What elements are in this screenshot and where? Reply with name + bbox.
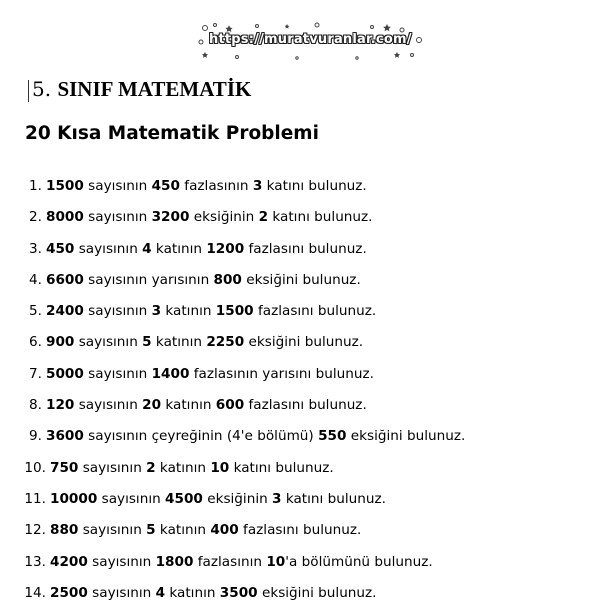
problem-number-value: 400 [210, 522, 239, 539]
problem-text: sayısının çeyreğinin (4'e bölümü) [83, 428, 319, 445]
problem-number: 2. [29, 209, 42, 226]
page-title: 20 Kısa Matematik Problemi [25, 123, 319, 144]
problem-text: katının [155, 459, 211, 476]
problem-text: sayısının [78, 522, 147, 539]
problem-number-value: 3500 [219, 584, 258, 601]
problem-number-value: 2 [258, 209, 269, 226]
problem-number-value: 10000 [50, 490, 98, 507]
problem-text: sayısının [74, 240, 143, 257]
problem-text: katının [155, 522, 211, 539]
problem-number-value: 900 [46, 334, 75, 351]
problem-number-value: 4 [155, 584, 166, 601]
problem-number: 7. [29, 365, 42, 382]
problem-text: katının [151, 334, 207, 351]
problem-text: katını bulunuz. [281, 490, 386, 507]
problem-number-value: 600 [215, 397, 245, 414]
problem-text: sayısının yarısının [83, 271, 214, 288]
problem-number-value: 4 [142, 240, 152, 257]
grade-number: 5. [32, 77, 52, 101]
problem-item [0, 395, 465, 426]
site-logo[interactable] [197, 22, 425, 62]
problem-number-value: 450 [46, 240, 75, 257]
problem-text: katını bulunuz. [262, 178, 367, 194]
problem-text: eksiğinin [189, 209, 259, 226]
problem-item [0, 270, 465, 301]
problem-text: fazlasının [193, 553, 267, 570]
problem-text: katını bulunuz. [268, 209, 373, 226]
problem-item [0, 364, 465, 395]
problem-item [0, 583, 465, 614]
problem-text: fazlasını bulunuz. [238, 522, 362, 539]
grade-heading [32, 77, 251, 102]
problem-number: 8. [29, 397, 42, 414]
problem-number-value: 5 [146, 522, 156, 539]
problem-number-value: 5000 [46, 365, 84, 382]
problem-list [0, 176, 465, 614]
problem-number-value: 2250 [206, 334, 245, 351]
problem-number-value: 2400 [46, 303, 84, 320]
problem-number-value: 10 [210, 459, 230, 476]
problem-number-value: 880 [50, 522, 79, 539]
problem-text: katının [165, 584, 220, 601]
problem-item [0, 520, 465, 551]
problem-text: eksiğini bulunuz. [244, 334, 364, 351]
problem-text: 'a bölümünü bulunuz. [285, 553, 433, 570]
problem-text: sayısının [74, 397, 143, 414]
problem-number: 4. [29, 271, 42, 288]
problem-text: fazlasının [179, 178, 253, 194]
problem-number-value: 3200 [151, 209, 190, 226]
problem-text: eksiğini bulunuz. [241, 271, 361, 288]
problem-item [0, 426, 465, 457]
problem-number: 6. [29, 334, 42, 351]
problem-item [0, 489, 465, 520]
problem-text: eksiğinin [202, 490, 273, 507]
problem-text: eksiğini bulunuz. [346, 428, 466, 445]
problem-item [0, 458, 465, 489]
problem-item [0, 239, 465, 270]
problem-number-value: 1500 [215, 303, 254, 320]
problem-text: eksiğini bulunuz. [257, 584, 377, 601]
problem-item [0, 552, 465, 583]
problem-number-value: 4200 [50, 553, 88, 570]
problem-text: sayısının [87, 584, 156, 601]
problem-text: katının [161, 397, 216, 414]
problem-number-value: 120 [46, 397, 75, 414]
problem-number-value: 3 [272, 490, 282, 507]
text-cursor [28, 80, 29, 102]
problem-number-value: 6600 [46, 271, 84, 288]
problem-number-value: 2500 [50, 584, 88, 601]
problem-number: 9. [29, 428, 42, 445]
problem-text: fazlasını bulunuz. [244, 240, 367, 257]
problem-number-value: 3 [151, 303, 162, 320]
problem-number-value: 750 [50, 459, 79, 476]
problem-item [0, 332, 465, 363]
problem-text: fazlasını bulunuz. [244, 397, 367, 414]
problem-item [0, 301, 465, 332]
problem-number-value: 20 [142, 397, 162, 414]
problem-number-value: 1200 [206, 240, 245, 257]
problem-text: katını bulunuz. [229, 459, 334, 476]
problem-number: 3. [29, 240, 42, 257]
problem-text: sayısının [83, 303, 152, 320]
problem-text: sayısının [83, 178, 152, 194]
problem-text: sayısının [87, 553, 156, 570]
problem-number-value: 2 [146, 459, 156, 476]
problem-number-value: 800 [213, 271, 242, 288]
problem-number-value: 3 [252, 178, 263, 194]
problem-number-value: 1500 [46, 178, 84, 194]
problem-item [0, 176, 465, 207]
problem-number: 11. [24, 490, 46, 507]
problem-number-value: 550 [318, 428, 347, 445]
problem-text: sayısının [83, 365, 152, 382]
problem-number-value: 3600 [46, 428, 84, 445]
problem-text: sayısının [78, 459, 147, 476]
problem-number: 12. [24, 522, 46, 539]
problem-text: sayısının [83, 209, 152, 226]
problem-number: 14. [24, 584, 46, 601]
problem-item [0, 207, 465, 238]
problem-number-value: 5 [142, 334, 152, 351]
problem-text: katının [161, 303, 216, 320]
logo-url-text: https://muratvuranlar.com/ [209, 32, 412, 47]
problem-number: 10. [24, 459, 46, 476]
problem-text: fazlasını bulunuz. [253, 303, 377, 320]
problem-number-value: 10 [266, 553, 286, 570]
problem-number-value: 4500 [165, 490, 203, 507]
problem-number: 1. [29, 178, 42, 194]
problem-text: katının [151, 240, 207, 257]
problem-text: sayısının [97, 490, 166, 507]
problem-number: 5. [29, 303, 42, 320]
problem-number-value: 1800 [155, 553, 194, 570]
problem-text: fazlasının yarısını bulunuz. [189, 365, 374, 382]
subject-label: SINIF MATEMATİK [57, 77, 252, 101]
problem-number-value: 1400 [151, 365, 190, 382]
problem-text: sayısının [74, 334, 143, 351]
problem-number-value: 8000 [46, 209, 84, 226]
problem-number: 13. [24, 553, 46, 570]
problem-number-value: 450 [151, 178, 180, 194]
